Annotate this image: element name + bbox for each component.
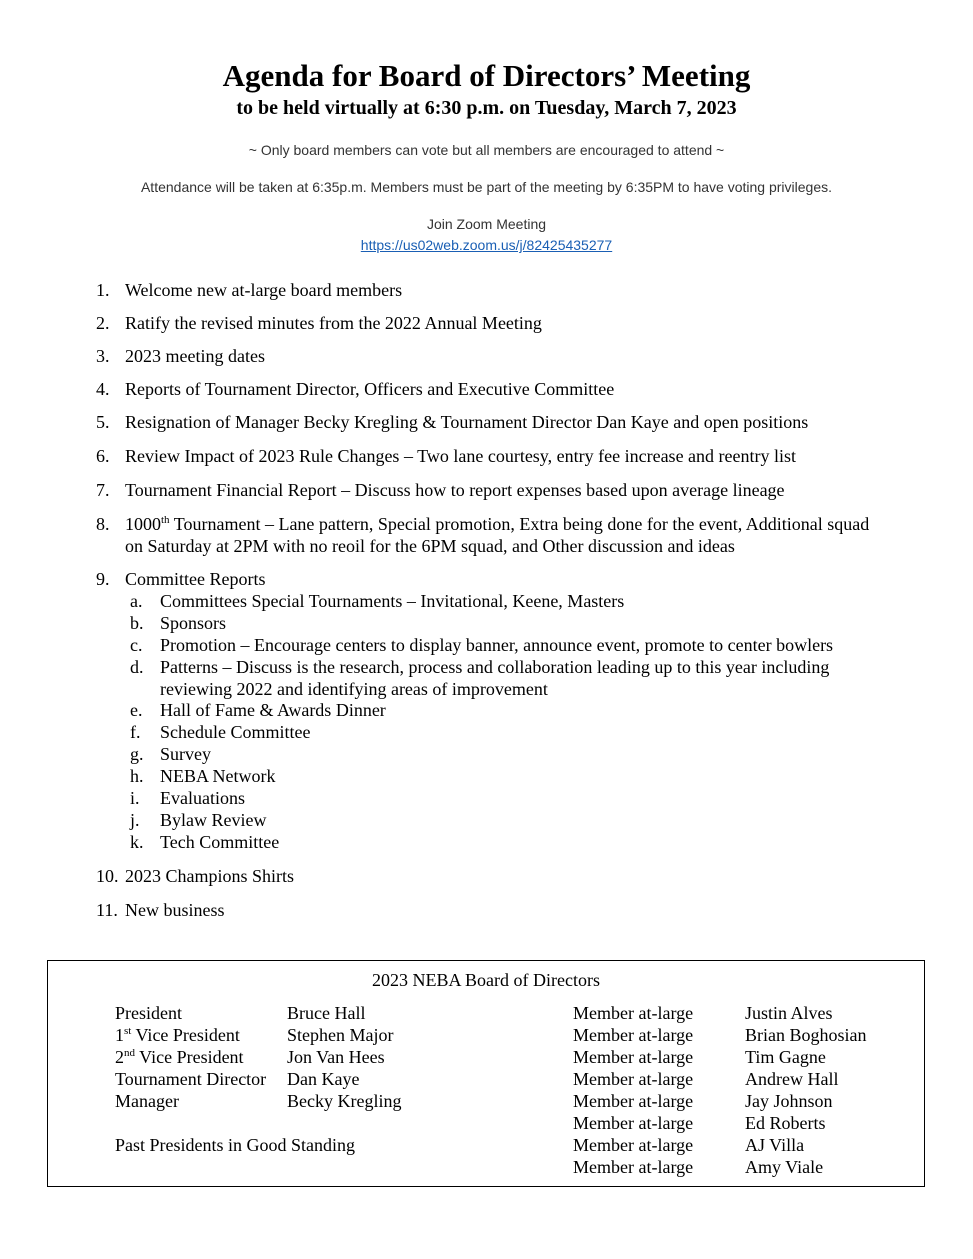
- committee-report-text: Sponsors: [160, 613, 227, 633]
- agenda-item-number: 1.: [96, 280, 110, 300]
- committee-report-text: NEBA Network: [160, 766, 276, 786]
- zoom-link-container: [0, 236, 973, 254]
- agenda-item-text: Review Impact of 2023 Rule Changes – Two lane courtesy, entry fee increase and reentry list: [125, 446, 797, 466]
- member-role: Member at-large: [573, 1091, 694, 1111]
- committee-report-text: Survey: [160, 744, 211, 764]
- committee-report-text: Evaluations: [160, 788, 245, 808]
- member-name: Amy Viale: [745, 1157, 824, 1177]
- officer-role-rest: Vice President: [135, 1047, 244, 1067]
- officer-role-prefix: 1: [115, 1025, 124, 1045]
- page-subtitle: to be held virtually at 6:30 p.m. on Tuesday, March 7, 2023: [236, 97, 737, 119]
- committee-report-letter: k.: [130, 832, 144, 852]
- past-presidents-label: Past Presidents in Good Standing: [115, 1135, 356, 1155]
- member-name: Brian Boghosian: [745, 1025, 867, 1045]
- committee-report-letter: d.: [130, 657, 144, 677]
- agenda-item-text: Welcome new at-large board members: [125, 280, 403, 300]
- officer-role: [115, 1046, 244, 1068]
- officer-role-prefix: 2: [115, 1047, 124, 1067]
- agenda-item-number: 4.: [96, 379, 110, 399]
- committee-report-text: Promotion – Encourage centers to display banner, announce event, promote to center bowlers: [160, 635, 834, 655]
- board-of-directors-box: [47, 960, 925, 1187]
- committee-report-text: Schedule Committee: [160, 722, 311, 742]
- agenda-item-number: 6.: [96, 446, 110, 466]
- member-name: Ed Roberts: [745, 1113, 826, 1133]
- member-role: Member at-large: [573, 1157, 694, 1177]
- ordinal-suffix: nd: [124, 1047, 135, 1059]
- board-title: 2023 NEBA Board of Directors: [372, 970, 600, 990]
- agenda-item-number: 9.: [96, 569, 110, 589]
- officer-name: Jon Van Hees: [287, 1047, 385, 1067]
- committee-report-text: Bylaw Review: [160, 810, 267, 830]
- committee-report-letter: g.: [130, 744, 144, 764]
- officer-role-rest: Vice President: [131, 1025, 240, 1045]
- member-role: Member at-large: [573, 1025, 694, 1045]
- member-name: AJ Villa: [745, 1135, 805, 1155]
- agenda-item-number: 2.: [96, 313, 110, 333]
- agenda-item-text: New business: [125, 900, 225, 920]
- agenda-item-text: Tournament Financial Report – Discuss how to report expenses based upon average lineage: [125, 480, 785, 500]
- committee-report-text: Committees Special Tournaments – Invitational, Keene, Masters: [160, 591, 625, 611]
- agenda-item-text: 2023 meeting dates: [125, 346, 265, 366]
- agenda-item-number: 8.: [96, 514, 110, 534]
- officer-role: President: [115, 1003, 182, 1023]
- committee-report-letter: a.: [130, 591, 143, 611]
- member-name: Jay Johnson: [745, 1091, 833, 1111]
- member-role: Member at-large: [573, 1069, 694, 1089]
- agenda-item-text-prefix: 1000: [125, 514, 161, 534]
- zoom-meeting-link[interactable]: https://us02web.zoom.us/j/82425435277: [360, 237, 613, 253]
- agenda-item-text: Ratify the revised minutes from the 2022 Annual Meeting: [125, 313, 542, 333]
- member-name: Tim Gagne: [745, 1047, 826, 1067]
- committee-report-letter: h.: [130, 766, 144, 786]
- agenda-item-number: 7.: [96, 480, 110, 500]
- officer-name: Bruce Hall: [287, 1003, 366, 1023]
- committee-report-letter: e.: [130, 700, 143, 720]
- officer-name: Becky Kregling: [287, 1091, 402, 1111]
- agenda-item-number: 10.: [96, 866, 119, 886]
- officer-name: Dan Kaye: [287, 1069, 360, 1089]
- committee-report-letter: f.: [130, 722, 141, 742]
- zoom-label: Join Zoom Meeting: [426, 216, 547, 232]
- committee-report-text: Tech Committee: [160, 832, 280, 852]
- agenda-item-text: [125, 513, 885, 557]
- member-role: Member at-large: [573, 1113, 694, 1133]
- member-role: Member at-large: [573, 1135, 694, 1155]
- voting-note: ~ Only board members can vote but all members are encouraged to attend ~: [248, 142, 725, 158]
- member-role: Member at-large: [573, 1047, 694, 1067]
- officer-role: Manager: [115, 1091, 179, 1111]
- officer-name: Stephen Major: [287, 1025, 394, 1045]
- ordinal-suffix: th: [161, 514, 170, 526]
- committee-report-letter: b.: [130, 613, 144, 633]
- committee-report-text: Patterns – Discuss is the research, process and collaboration leading up to this year including reviewing 2022 and identifying areas of improvement: [160, 657, 830, 699]
- agenda-item-text: Committee Reports: [125, 569, 266, 589]
- officer-role: Tournament Director: [115, 1069, 267, 1089]
- committee-report-text: Hall of Fame & Awards Dinner: [160, 700, 386, 720]
- agenda-item-number: 11.: [96, 900, 118, 920]
- member-role: Member at-large: [573, 1003, 694, 1023]
- committee-report-letter: j.: [130, 810, 140, 830]
- agenda-item-text-rest: Tournament – Lane pattern, Special promotion, Extra being done for the event, Additional squad on Saturday at 2PM with no reoil for the 6PM squad, and Other discussion and ideas: [125, 514, 870, 556]
- attendance-note: Attendance will be taken at 6:35p.m. Members must be part of the meeting by 6:35PM to have voting privileges.: [140, 179, 833, 195]
- committee-report-letter: c.: [130, 635, 143, 655]
- agenda-item-text: Reports of Tournament Director, Officers and Executive Committee: [125, 379, 615, 399]
- agenda-item-text: 2023 Champions Shirts: [125, 866, 295, 886]
- agenda-item-number: 5.: [96, 412, 110, 432]
- page-title: Agenda for Board of Directors’ Meeting: [222, 58, 751, 93]
- committee-report-letter: i.: [130, 788, 140, 808]
- member-name: Justin Alves: [745, 1003, 833, 1023]
- officer-role: [115, 1024, 240, 1046]
- member-name: Andrew Hall: [745, 1069, 839, 1089]
- ordinal-suffix: st: [124, 1025, 132, 1037]
- agenda-item-number: 3.: [96, 346, 110, 366]
- agenda-item-text: Resignation of Manager Becky Kregling & Tournament Director Dan Kaye and open positions: [125, 412, 809, 432]
